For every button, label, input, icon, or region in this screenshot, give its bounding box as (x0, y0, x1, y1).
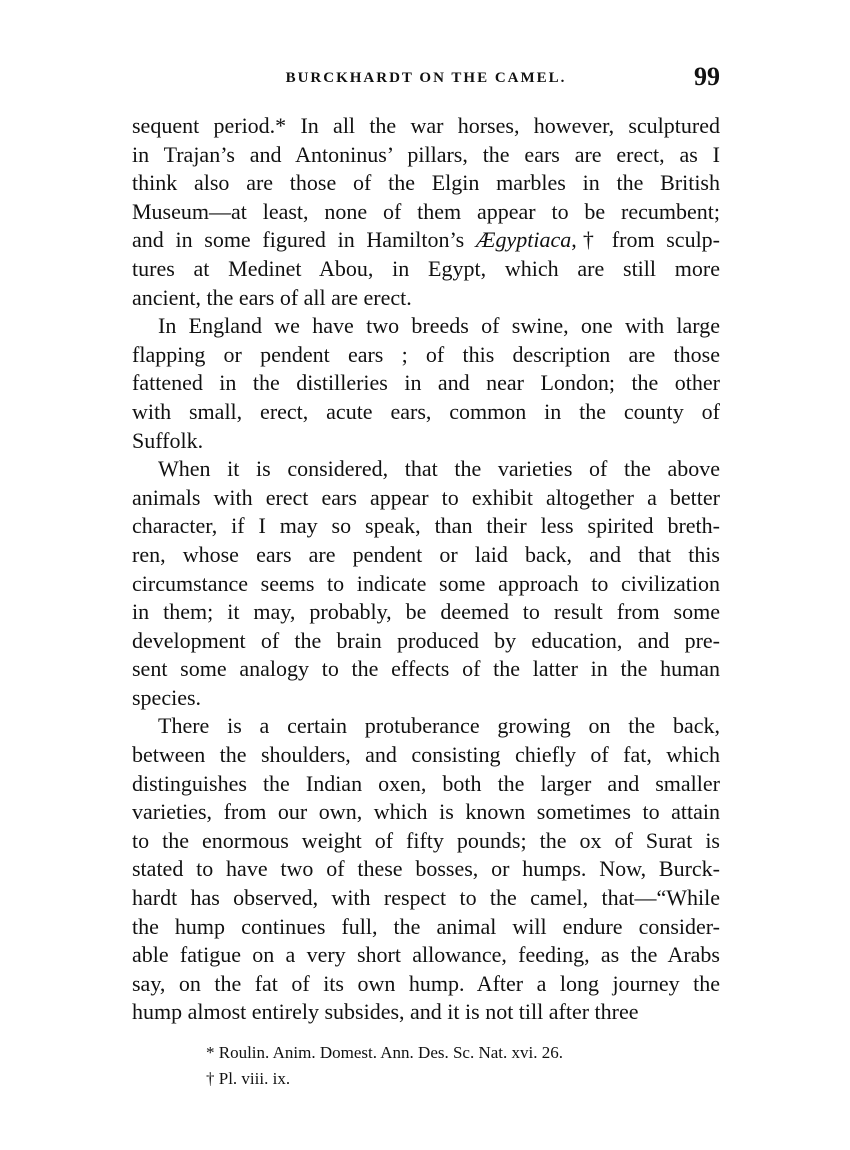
text-line: and in some figured in Hamilton’s Ægyptiaca,† from sculp- (132, 227, 720, 253)
text-line: able fatigue on a very short allowance, feeding, as the Arabs (132, 942, 720, 968)
text-line: hump almost entirely subsides, and it is not till after three (132, 999, 639, 1025)
text-line: species. (132, 684, 202, 710)
text-line: in them; it may, probably, be deemed to result from some (132, 599, 720, 625)
paragraph (132, 712, 720, 1027)
text-line: flapping or pendent ears ; of this description are those (132, 341, 720, 367)
text-line: fattened in the distilleries in and near London; the other (132, 370, 720, 396)
text-line: ancient, the ears of all are erect. (132, 284, 412, 310)
text-line: character, if I may so speak, than their less spirited breth- (132, 513, 720, 539)
text-line: development of the brain produced by education, and pre- (132, 627, 720, 653)
text-line: stated to have two of these bosses, or humps. Now, Burck- (132, 856, 720, 882)
text-line: circumstance seems to indicate some approach to civilization (132, 570, 720, 596)
paragraph (132, 112, 720, 312)
text-line: the hump continues full, the animal will endure consider- (132, 913, 720, 939)
text-line: Museum—at least, none of them appear to be recumbent; (132, 198, 720, 224)
text-line: animals with erect ears appear to exhibit altogether a better (132, 484, 720, 510)
paragraph (132, 455, 720, 712)
text-line: in Trajan’s and Antoninus’ pillars, the ears are erect, as I (132, 141, 720, 167)
text-line: ren, whose ears are pendent or laid back, and that this (132, 541, 720, 567)
text-line: think also are those of the Elgin marbles in the British (132, 170, 720, 196)
text-line: In England we have two breeds of swine, one with large (158, 313, 720, 339)
running-head (132, 62, 720, 92)
text-line: Suffolk. (132, 427, 204, 453)
footnote: † Pl. viii. ix. (206, 1069, 291, 1088)
text-line: with small, erect, acute ears, common in the county of (132, 398, 720, 424)
text-line: to the enormous weight of fifty pounds; the ox of Surat is (132, 827, 720, 853)
text-line: sent some analogy to the effects of the latter in the human (132, 656, 720, 682)
text-line: varieties, from our own, which is known sometimes to attain (132, 799, 720, 825)
footnote: * Roulin. Anim. Domest. Ann. Des. Sc. Nat. xvi. 26. (206, 1043, 563, 1062)
paragraph (132, 312, 720, 455)
text-line: tures at Medinet Abou, in Egypt, which are still more (132, 255, 720, 281)
running-title: BURCKHARDT ON THE CAMEL. (285, 70, 567, 86)
text-line: When it is considered, that the varieties of the above (158, 456, 720, 482)
text-line: between the shoulders, and consisting chiefly of fat, which (132, 742, 720, 768)
text-line: There is a certain protuberance growing on the back, (158, 713, 720, 739)
body-text (132, 112, 720, 1027)
text-line: distinguishes the Indian oxen, both the larger and smaller (132, 770, 720, 796)
page-number: 99 (694, 62, 720, 91)
text-line: sequent period.* In all the war horses, however, sculptured (132, 113, 720, 138)
text-line: hardt has observed, with respect to the camel, that—“While (132, 885, 720, 911)
footnotes (206, 1040, 706, 1092)
text-line: say, on the fat of its own hump. After a long journey the (132, 970, 720, 996)
